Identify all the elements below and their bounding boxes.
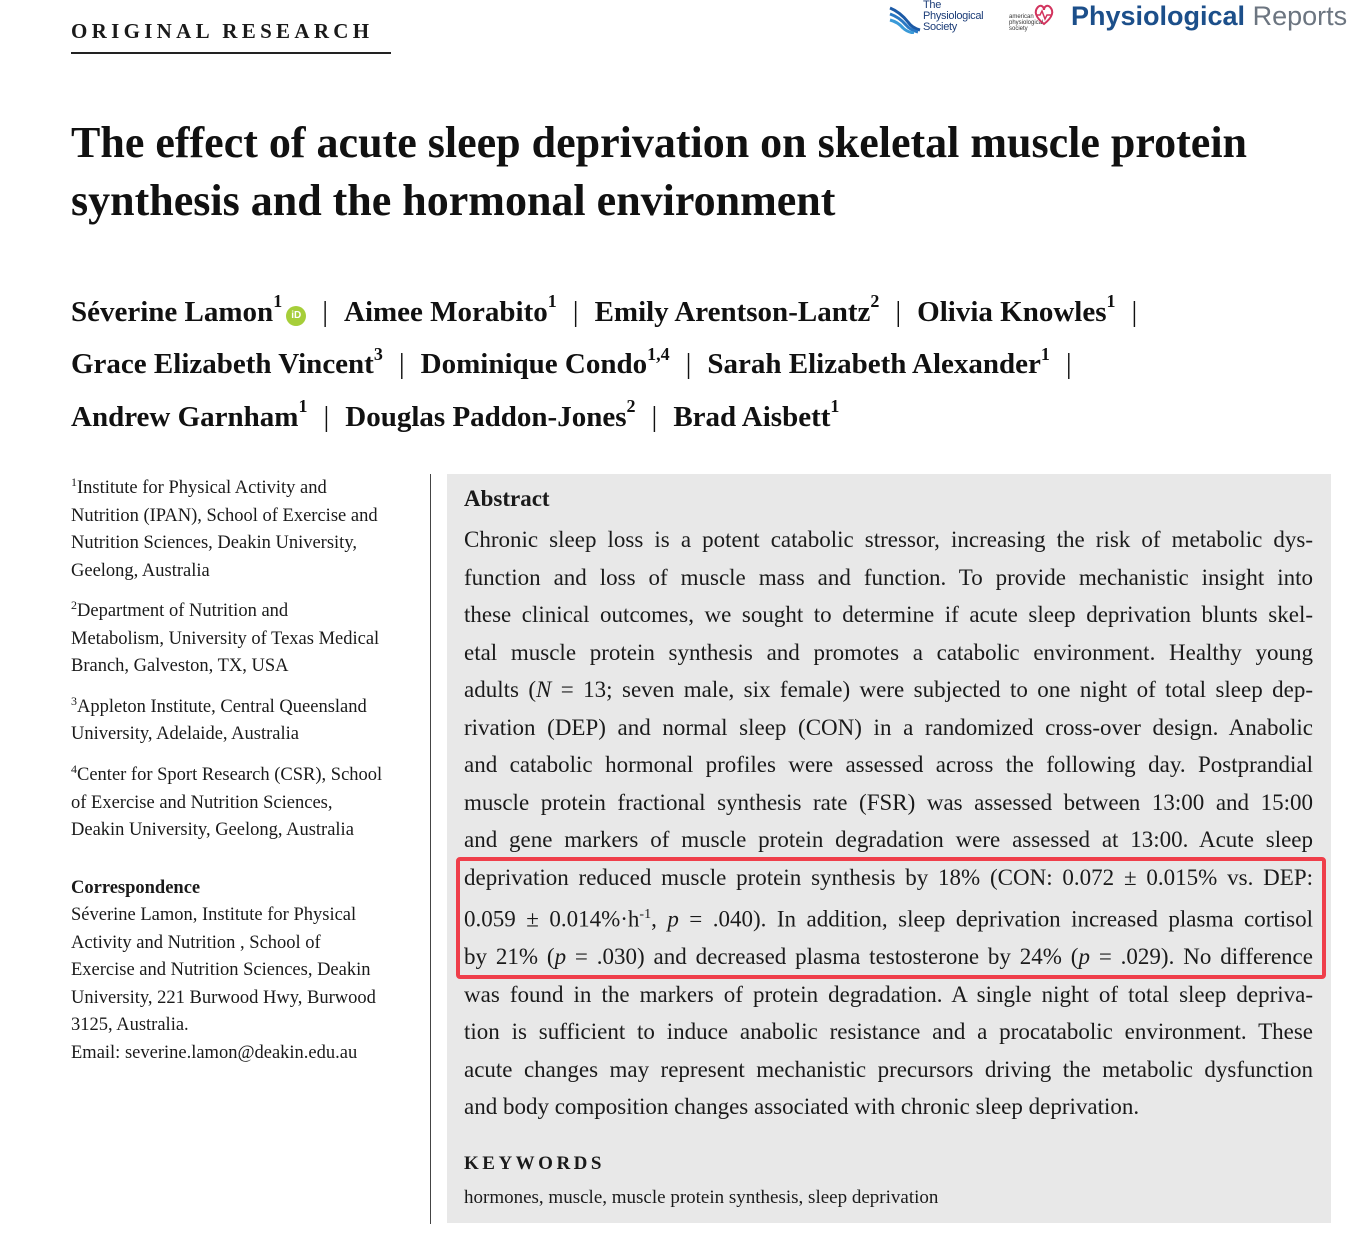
aps-heart-icon [1033,2,1055,28]
abstract-line: and body composition changes associated with chronic sleep deprivation. [464,1094,1140,1120]
abstract-line: rivation (DEP) and normal sleep (CON) in a randomized cross-over design. Anabolic [464,714,1313,740]
affiliation-line [71,503,416,531]
keywords-heading: KEYWORDS [464,1153,605,1174]
author-name-text: Brad Aisbett [673,400,831,433]
correspondence-line: 3125, Australia. [71,1015,189,1036]
correspondence-line: Activity and Nutrition , School of [71,932,321,953]
author-name-text: Olivia Knowles [917,295,1107,328]
affiliation-line [71,592,416,626]
affiliation-line [71,469,416,503]
author-name[interactable] [345,396,636,433]
author-separator: | [651,400,658,433]
orcid-icon[interactable]: iD [286,306,306,326]
abstract-line: by 21% (p = .030) and decreased plasma testosterone by 24% (p = .029). No difference [464,944,1313,970]
column-divider [430,474,431,1224]
abstract-line: Chronic sleep loss is a potent catabolic stressor, increasing the risk of metabolic dys- [464,527,1313,552]
author-affiliation-number: 1,4 [647,343,670,364]
author-name-text: Emily Arentson-Lantz [594,295,871,328]
author-name[interactable] [673,396,840,433]
highlight-box [456,857,1326,979]
author-affiliation-number: 2 [626,396,636,417]
author-separator: | [398,348,405,381]
affiliation-line [71,721,416,749]
affiliation-line-text: Deakin University, Geelong, Australia [71,820,354,841]
author-name-text: Sarah Elizabeth Alexander [707,348,1041,381]
affiliation-number: 4 [71,761,77,776]
author-name[interactable] [71,343,383,381]
correspondence-line: University, 221 Burwood Hwy, Burwood [71,987,376,1008]
affiliation [71,592,416,681]
physiological-society-text: The Physiological Society [923,0,984,33]
affiliation-line-text: Geelong, Australia [71,560,210,581]
affiliation-number: 2 [71,598,77,613]
affiliation-line-text: Center for Sport Research (CSR), School [77,765,383,786]
aps-text: american physiological society [1009,14,1044,32]
affiliation-number: 1 [71,475,77,489]
affiliation-line-text: Institute for Physical Activity and [77,478,327,499]
abstract-line: deprivation reduced muscle protein synthesis by 18% (CON: 0.072 ± 0.015% vs. DEP: [464,864,1313,890]
author-separator: | [685,348,692,381]
affiliation-line [71,688,416,722]
affiliation-line [71,756,416,790]
keywords-text: hormones, muscle, muscle protein synthesis, sleep deprivation [464,1187,939,1208]
journal-name-light: Reports [1252,1,1348,31]
author-separator: | [1131,295,1138,328]
author-affiliation-number: 1 [1106,291,1116,311]
affiliation-line [71,653,416,681]
affiliation [71,469,416,585]
abstract-line: muscle protein fractional synthesis rate (FSR) was assessed between 13:00 and 15:00 [464,789,1313,815]
author-affiliation-number: 1 [298,396,308,417]
affiliation-line-text: Nutrition (IPAN), School of Exercise and [71,505,378,526]
abstract-line: and gene markers of muscle protein degradation were assessed at 13:00. Acute sleep [464,827,1313,852]
correspondence-line: Exercise and Nutrition Sciences, Deakin [71,960,371,981]
author-list [71,282,1331,440]
author-separator: | [895,295,902,328]
author-name-text: Aimee Morabito [344,295,548,328]
physiological-society-logo[interactable] [888,0,994,38]
journal-name[interactable] [1071,1,1347,32]
affiliation-number: 3 [71,693,77,708]
abstract-line: these clinical outcomes, we sought to determine if acute sleep deprivation blunts skel- [464,602,1313,627]
affiliation-line [71,817,416,845]
abstract-line: acute changes may represent mechanistic precursors driving the metabolic dysfunction [464,1056,1313,1082]
author-affiliation-number: 1 [547,291,557,311]
correspondence-text [71,902,416,1067]
author-name[interactable] [71,291,306,328]
abstract-line: and catabolic hormonal profiles were assessed across the following day. Postprandial [464,752,1313,777]
abstract-line: was found in the markers of protein degradation. A single night of total sleep depriva- [464,981,1313,1007]
abstract-heading: Abstract [464,486,550,511]
author-affiliation-number: 3 [373,343,383,364]
author-name-text: Séverine Lamon [71,295,274,328]
affiliation-line [71,558,416,586]
author-name-text: Grace Elizabeth Vincent [71,348,374,381]
affiliation-line-text: Department of Nutrition and [77,601,289,622]
author-separator: | [1065,348,1072,381]
author-affiliation-number: 1 [273,291,283,311]
abstract-line: $0.059 \pm 0.014\%\cdot h^{-1}$, p = .040). In addition, sleep deprivation increased plasma cortisol [464,906,1313,932]
affiliation [71,756,416,845]
aps-logo[interactable] [1009,2,1055,38]
affiliation [71,688,416,749]
author-name-text: Andrew Garnham [71,400,299,433]
abstract-line: function and loss of muscle mass and function. To provide mechanistic insight into [464,564,1313,590]
abstract-line: adults (N = 13; seven male, six female) were subjected to one night of total sleep dep- [464,677,1313,702]
abstract-text [464,521,1313,1126]
section-rule [71,52,391,54]
author-name[interactable] [344,291,557,328]
correspondence-line: Séverine Lamon, Institute for Physical [71,905,357,926]
author-name[interactable] [420,343,670,381]
author-name[interactable] [71,396,308,433]
affiliation-line-text: Branch, Galveston, TX, USA [71,656,289,677]
affiliation-line-text: of Exercise and Nutrition Sciences, [71,792,333,813]
abstract-line: tion is sufficient to induce anabolic resistance and a procatabolic environment. These [464,1019,1313,1045]
section-label: ORIGINAL RESEARCH [71,19,374,43]
affiliation-line [71,626,416,654]
abstract-line: etal muscle protein synthesis and promotes a catabolic environment. Healthy young [464,639,1313,665]
affiliation-line-text: University, Adelaide, Australia [71,724,299,745]
author-name[interactable] [917,291,1116,328]
author-name[interactable] [594,291,880,328]
affiliation-line-text: Nutrition Sciences, Deakin University, [71,533,358,554]
journal-name-bold: Physiological [1071,1,1246,31]
author-name-text: Dominique Condo [420,348,648,381]
author-name-text: Douglas Paddon-Jones [345,400,627,433]
affiliations-column [71,469,416,1067]
author-separator: | [572,295,579,328]
correspondence-email[interactable]: Email: severine.lamon@deakin.edu.au [71,1042,358,1063]
wave-icon [888,4,922,34]
correspondence-heading: Correspondence [71,877,201,898]
affiliation-line-text: Appleton Institute, Central Queensland [77,696,367,717]
affiliation-line [71,790,416,818]
affiliation-line-text: Metabolism, University of Texas Medical [71,628,380,649]
affiliation-line [71,530,416,558]
author-separator: | [322,295,328,328]
author-affiliation-number: 2 [870,291,880,311]
author-name[interactable] [707,343,1050,381]
author-affiliation-number: 1 [830,396,840,417]
author-separator: | [323,400,330,433]
article-title: The effect of acute sleep deprivation on skeletal muscle protein synthesis and the hormonal environment [71,118,1248,225]
author-affiliation-number: 1 [1040,343,1050,364]
